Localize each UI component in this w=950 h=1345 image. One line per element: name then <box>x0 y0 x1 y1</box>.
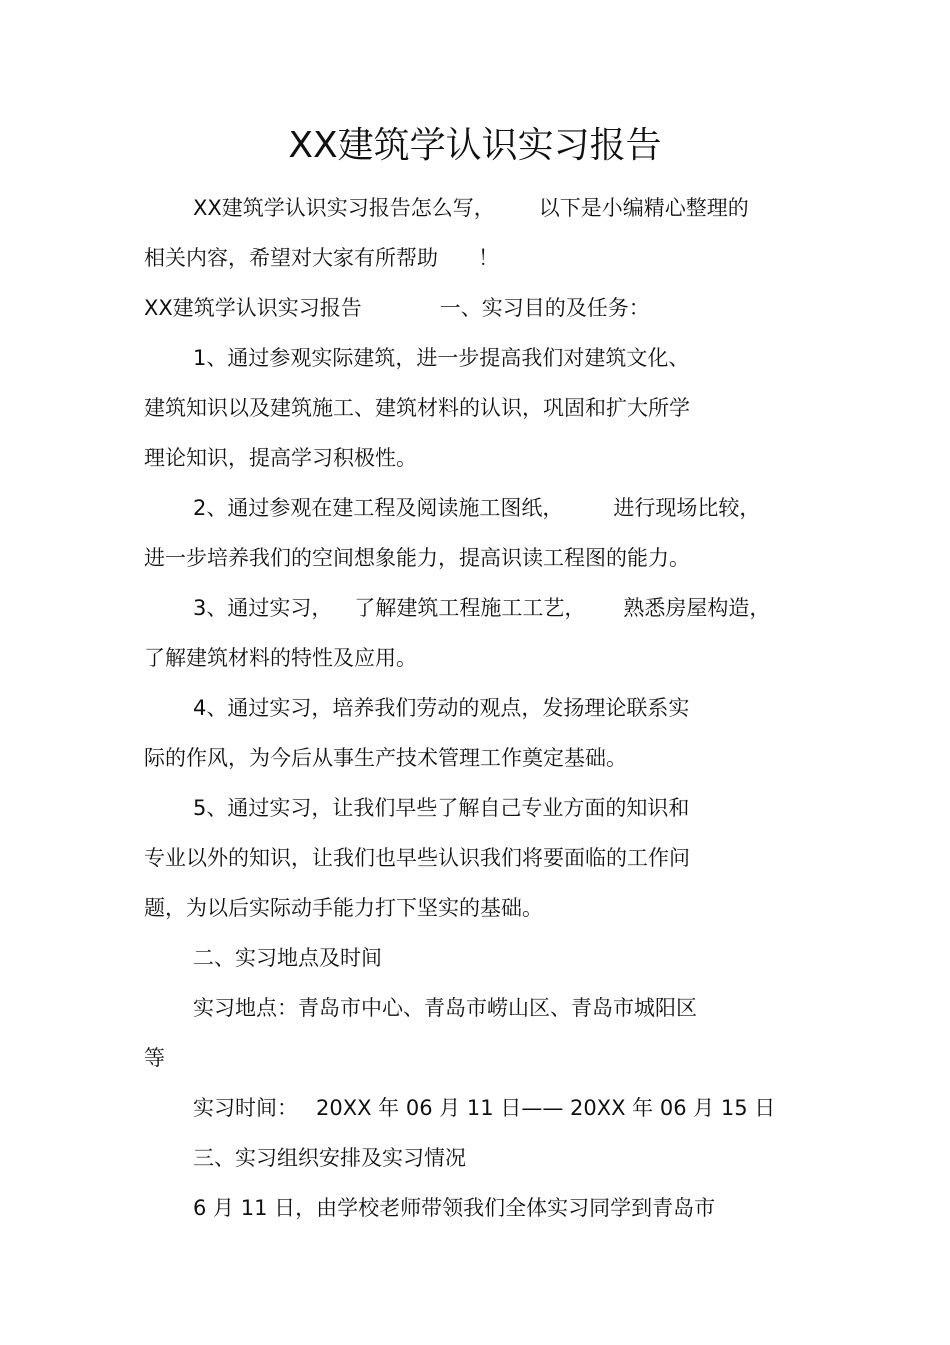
paragraph-line-12 <box>144 743 627 773</box>
line-text: 三、实习组织安排及实习情况 <box>193 1146 466 1170</box>
line-text: 专业以外的知识，让我们也早些认识我们将要面临的工作问 <box>144 846 690 870</box>
line-text: 等 <box>144 1046 165 1070</box>
line-text: 进行现场比较， <box>613 496 761 520</box>
line-text: 以下是小编精心整理的 <box>538 196 749 220</box>
line-text: 2、通过参观在建工程及阅读施工图纸， <box>193 496 564 520</box>
section-heading-2 <box>193 943 382 973</box>
paragraph-line-17 <box>193 993 697 1023</box>
paragraph-line-13 <box>193 793 689 823</box>
paragraph-line-9 <box>193 593 770 623</box>
line-text: 进一步培养我们的空间想象能力，提高识读工程图的能力。 <box>144 546 690 570</box>
line-text: 二、实习地点及时间 <box>193 946 382 970</box>
paragraph-line-19 <box>193 1093 775 1123</box>
line-text: 了解建筑材料的特性及应用。 <box>144 646 417 670</box>
line-text: ！ <box>478 246 499 270</box>
line-text: 相关内容，希望对大家有所帮助 <box>144 246 438 270</box>
line-text: 1、通过参观实际建筑，进一步提高我们对建筑文化、 <box>193 346 690 370</box>
paragraph-line-8 <box>144 543 690 573</box>
section-heading-3 <box>193 1143 466 1173</box>
paragraph-line-2 <box>144 243 499 273</box>
line-text: 实习时间： <box>193 1096 298 1120</box>
paragraph-line-14 <box>144 843 690 873</box>
paragraph-line-7 <box>193 493 760 523</box>
line-text: XX建筑学认识实习报告怎么写， <box>193 196 495 220</box>
line-text: 6 月 11 日，由学校老师带领我们全体实习同学到青岛市 <box>193 1196 716 1220</box>
paragraph-line-11 <box>193 693 689 723</box>
line-text: 4、通过实习，培养我们劳动的观点，发扬理论联系实 <box>193 696 690 720</box>
line-text: 熟悉房屋构造， <box>623 596 771 620</box>
line-text: 理论知识，提高学习积极性。 <box>144 446 417 470</box>
paragraph-line-5 <box>144 393 690 423</box>
paragraph-line-6 <box>144 443 417 473</box>
paragraph-line-4 <box>193 343 689 373</box>
line-text: 3、通过实习， <box>193 596 333 620</box>
line-text: 建筑知识以及建筑施工、建筑材料的认识，巩固和扩大所学 <box>144 396 690 420</box>
line-text: 一、实习目的及任务： <box>439 296 650 320</box>
line-text: 了解建筑工程施工工艺， <box>354 596 586 620</box>
line-text: 20XX 年 06 月 11 日—— 20XX 年 06 月 15 日 <box>316 1096 776 1120</box>
document-title: XX建筑学认识实习报告 <box>288 125 662 166</box>
paragraph-line-18 <box>144 1043 165 1073</box>
line-text: 题，为以后实际动手能力打下坚实的基础。 <box>144 896 543 920</box>
line-text: XX建筑学认识实习报告 <box>144 296 362 320</box>
paragraph-line-15 <box>144 893 543 923</box>
paragraph-line-1 <box>193 193 749 223</box>
line-text: 5、通过实习，让我们早些了解自己专业方面的知识和 <box>193 796 690 820</box>
paragraph-line-3 <box>144 293 650 323</box>
paragraph-line-10 <box>144 643 417 673</box>
line-text: 实习地点：青岛市中心、青岛市崂山区、青岛市城阳区 <box>193 996 697 1020</box>
paragraph-line-21 <box>193 1193 715 1223</box>
line-text: 际的作风，为今后从事生产技术管理工作奠定基础。 <box>144 746 627 770</box>
